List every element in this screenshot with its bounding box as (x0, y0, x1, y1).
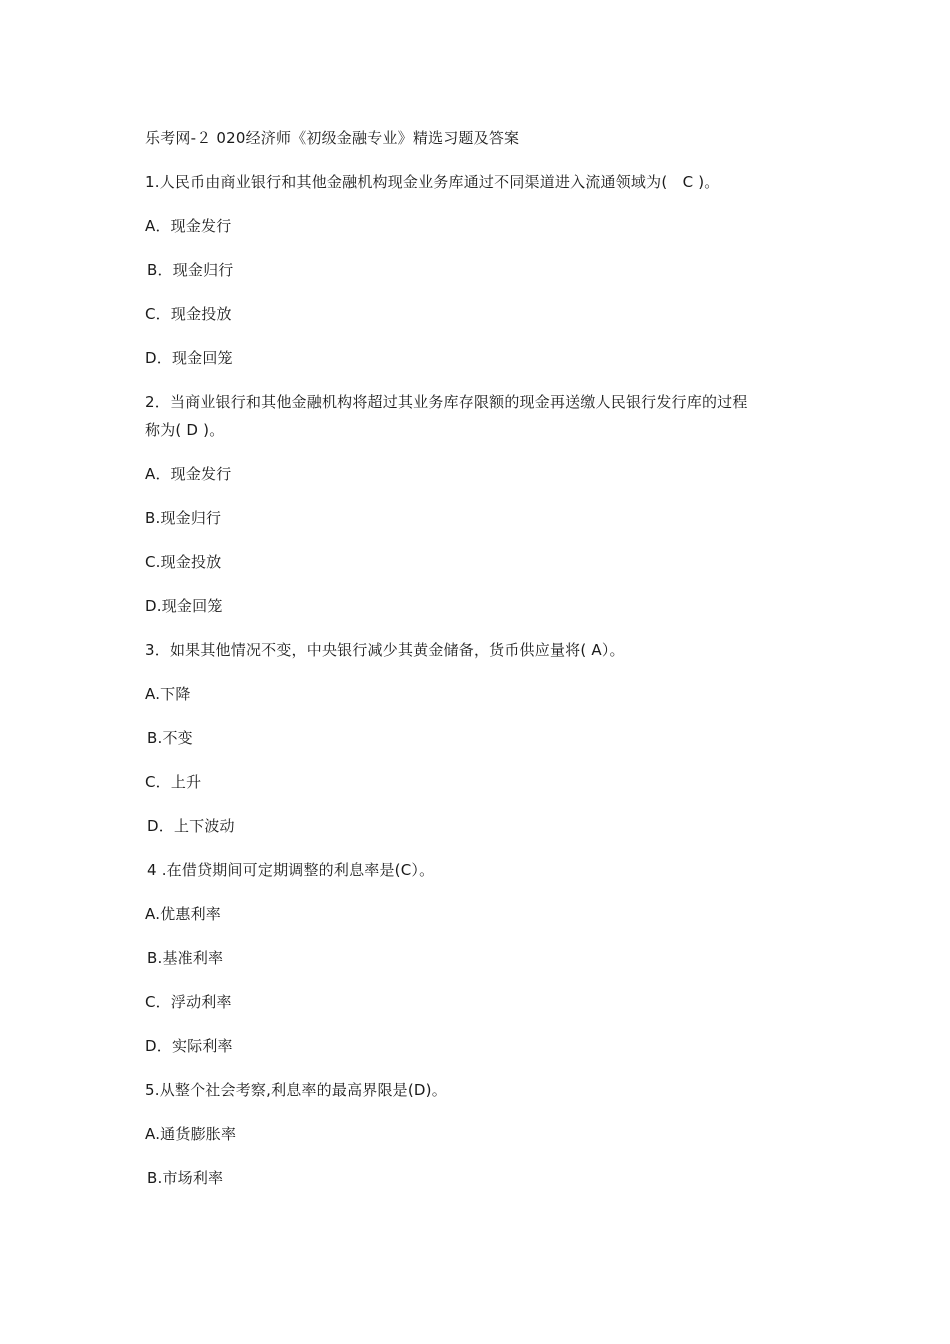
question-2-option-c: C.现金投放 (145, 553, 222, 571)
question-3-option-a: A.下降 (145, 685, 191, 703)
question-2-stem-line2: 称为( D )。 (145, 421, 225, 439)
document-title: 乐考网-２ 020经济师《初级金融专业》精选习题及答案 (145, 129, 520, 147)
question-3-option-c: C．上升 (145, 773, 202, 791)
question-4-stem: 4 .在借贷期间可定期调整的利息率是(C）。 (147, 861, 435, 879)
question-2-stem-line1: 2．当商业银行和其他金融机构将超过其业务库存限额的现金再送缴人民银行发行库的过程 (145, 393, 748, 411)
question-2-option-d: D.现金回笼 (145, 597, 223, 615)
question-2-option-b: B.现金归行 (145, 509, 222, 527)
question-4-option-c: C．浮动利率 (145, 993, 232, 1011)
question-1-option-d: D．现金回笼 (145, 349, 233, 367)
question-5-option-b: B.市场利率 (147, 1169, 224, 1187)
question-2-option-a: A．现金发行 (145, 465, 232, 483)
question-4-option-b: B.基准利率 (147, 949, 224, 967)
question-3-option-b: B.不变 (147, 729, 193, 747)
question-1-option-b: B．现金归行 (147, 261, 234, 279)
question-5-option-a: A.通货膨胀率 (145, 1125, 237, 1143)
question-4-option-a: A.优惠利率 (145, 905, 221, 923)
question-1-option-c: C．现金投放 (145, 305, 232, 323)
question-1-stem: 1.人民币由商业银行和其他金融机构现金业务库通过不同渠道进入流通领域为( C )。 (145, 173, 720, 191)
question-4-option-d: D．实际利率 (145, 1037, 233, 1055)
question-3-stem: 3．如果其他情况不变，中央银行减少其黄金储备，货币供应量将( A）。 (145, 641, 625, 659)
question-1-option-a: A．现金发行 (145, 217, 232, 235)
question-5-stem: 5.从整个社会考察,利息率的最高界限是(D)。 (145, 1081, 447, 1099)
question-3-option-d: D．上下波动 (147, 817, 235, 835)
